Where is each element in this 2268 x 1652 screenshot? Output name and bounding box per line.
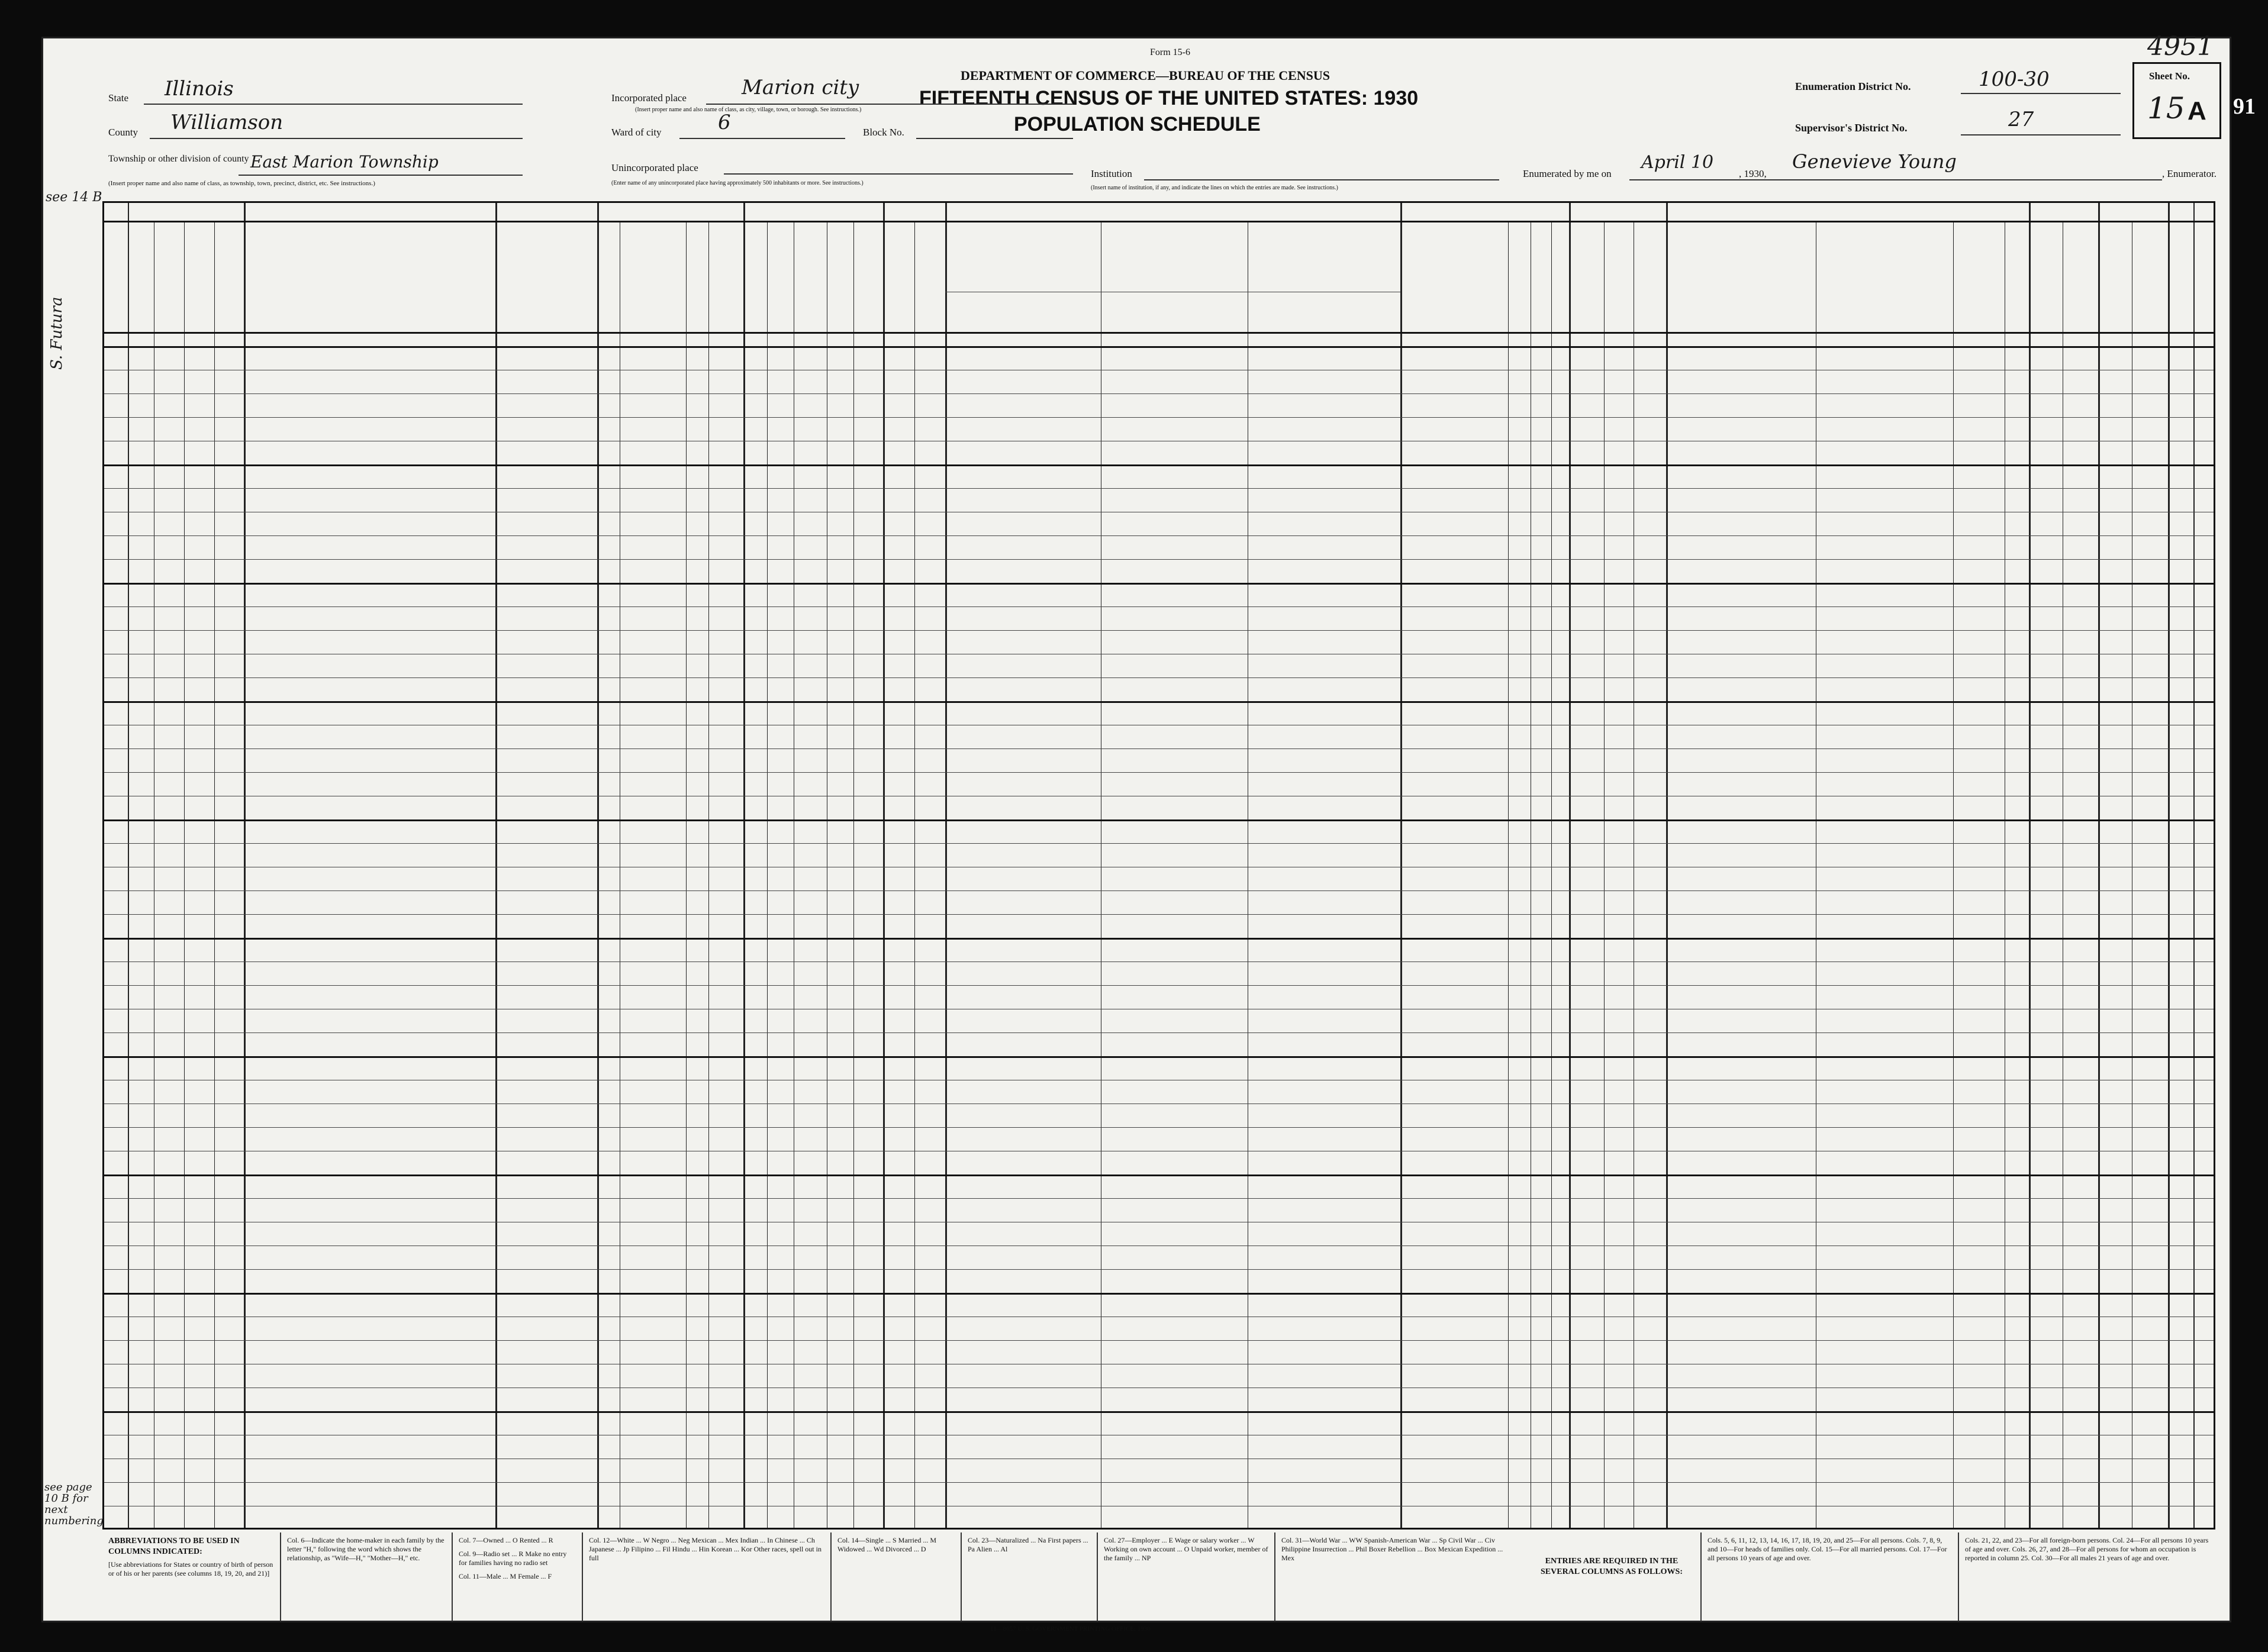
uninc-hint: (Enter name of any unincorporated place having approximately 500 inhabitants or more. See instructions.)	[611, 180, 864, 186]
printer-line: 11—8657 U. S. GOVERNMENT PRINTING OFFICE: 1930	[990, 1625, 1151, 1632]
grid-line	[104, 914, 2214, 915]
sheet-footer	[102, 1532, 2215, 1632]
abbr-col14: Col. 14—Single ... S Married ... M Widowed ... Wd Divorced ... D	[830, 1532, 961, 1621]
grid-line	[104, 1411, 2214, 1413]
sheet-label: Sheet No.	[2149, 70, 2190, 82]
grid-line	[104, 1175, 2214, 1176]
column-header	[214, 224, 244, 330]
grid-line	[104, 985, 2214, 986]
grid-line	[104, 535, 2214, 536]
column-header	[1400, 224, 1508, 330]
column-header	[743, 224, 767, 330]
column-header	[853, 224, 884, 330]
institution-hint: (Insert name of institution, if any, and indicate the lines on which the entries are made. See instructions.)	[1091, 185, 1338, 191]
column-header	[1604, 224, 1634, 330]
column-header	[2168, 224, 2193, 330]
column-header	[794, 224, 827, 330]
grid-line	[244, 203, 246, 1528]
grid-line	[104, 1269, 2214, 1270]
ward-label: Ward of city	[611, 127, 662, 138]
column-header	[1666, 224, 1816, 330]
enum-date: April 10	[1641, 152, 1714, 173]
column-header	[154, 224, 184, 330]
column-header	[2005, 224, 2028, 330]
sheet-number: 15	[2147, 91, 2185, 125]
grid-line	[104, 346, 2214, 348]
column-header	[827, 224, 853, 330]
corner-mark: 4951	[2147, 31, 2214, 62]
grid-line	[104, 630, 2214, 631]
ed-value: 100-30	[1979, 67, 2050, 91]
grid-line	[104, 890, 2214, 891]
ed-label: Enumeration District No.	[1795, 80, 1911, 92]
enumerator-name: Genevieve Young	[1792, 150, 1957, 173]
abbr-col11: Col. 11—Male ... M Female ... F	[459, 1572, 552, 1580]
grid-line	[104, 961, 2214, 962]
grid-line	[104, 701, 2214, 703]
county-label: County	[108, 127, 138, 138]
ward-value: 6	[718, 111, 731, 134]
uninc-label: Unincorporated place	[611, 162, 698, 173]
margin-note-1: S. Futura	[48, 296, 66, 370]
enum-year: , 1930,	[1739, 168, 1767, 179]
place-hint: (Insert proper name and also name of class, as city, village, town, or borough. See instructions.)	[635, 107, 862, 113]
column-header	[1569, 224, 1604, 330]
grid-line	[2098, 203, 2100, 1528]
column-header	[128, 224, 154, 330]
form-title: FIFTEENTH CENSUS OF THE UNITED STATES: 1930	[919, 87, 1419, 109]
grid-line	[2029, 203, 2031, 1528]
grid-line	[104, 583, 2214, 585]
column-header	[945, 296, 1101, 326]
abbr-title: ABBREVIATIONS TO BE USED IN COLUMNS INDICATED:	[108, 1537, 240, 1556]
grid-line	[743, 203, 745, 1528]
abbr-col27: Col. 27—Employer ... E Wage or salary worker ... W Working on own account ... O Unpaid worker, member of the family ... NP	[1097, 1532, 1274, 1621]
grid-line	[104, 221, 2214, 222]
county-value: Williamson	[170, 111, 284, 134]
abbr-col31: Col. 31—World War ... WW Spanish-American War ... Sp Civil War ... Civ Philippine Insurrection ... Phil Boxer Rebellion ... Box Mexican Expedition ... Mex	[1274, 1532, 1523, 1621]
abbr-note: [Use abbreviations for States or country of birth of person or of his or her parents (see columns 18, 19, 20, and 21)]	[108, 1560, 273, 1577]
page-number: 91	[2233, 94, 2256, 119]
grid-line	[104, 1340, 2214, 1341]
place-value: Marion city	[742, 76, 859, 99]
grid-line	[2193, 203, 2195, 1528]
column-header	[2029, 224, 2063, 330]
abbr-col23: Col. 23—Naturalized ... Na First papers ... Pa Alien ... Al	[961, 1532, 1097, 1621]
grid-line	[495, 203, 497, 1528]
state-label: State	[108, 92, 128, 104]
form-subtitle: POPULATION SCHEDULE	[1014, 113, 1261, 135]
abbr-col9: Col. 9—Radio set ... R Make no entry for families having no radio set	[459, 1550, 567, 1567]
state-value: Illinois	[165, 77, 234, 101]
column-header	[184, 224, 214, 330]
grid-line	[2168, 203, 2170, 1528]
margin-note-2: see 14 B	[46, 190, 102, 205]
margin-note-3: see page 10 B for next numbering	[44, 1481, 104, 1527]
sd-label: Supervisor's District No.	[1795, 122, 1908, 134]
grid-line	[104, 1198, 2214, 1199]
grid-line	[128, 203, 129, 1528]
column-header	[620, 224, 685, 330]
column-header	[495, 224, 597, 330]
sheet-side: A	[2188, 96, 2206, 125]
column-header	[2063, 224, 2099, 330]
abbr-col7: Col. 7—Owned ... O Rented ... R	[459, 1536, 553, 1544]
grid-line	[104, 772, 2214, 773]
column-header	[2098, 224, 2132, 330]
enum-label: Enumerated by me on	[1523, 168, 1612, 179]
grid-line	[104, 488, 2214, 489]
column-header	[1248, 296, 1400, 326]
column-header	[1551, 224, 1569, 330]
sheet-header	[43, 31, 2256, 198]
grid-line	[104, 843, 2214, 844]
grid-line	[104, 1032, 2214, 1033]
grid-line	[1666, 203, 1668, 1528]
column-header	[767, 224, 793, 330]
abbr-col6: Col. 6—Indicate the home-maker in each family by the letter "H," following the word which shows the relationship, as "Wife—H," "Mother—H," etc.	[280, 1532, 452, 1621]
place-label: Incorporated place	[611, 92, 687, 104]
block-label: Block No.	[863, 127, 904, 138]
column-header	[2132, 224, 2168, 330]
grid-line	[104, 1293, 2214, 1295]
column-header	[597, 224, 620, 330]
grid-line	[104, 1482, 2214, 1483]
township-label: Township or other division of county	[108, 154, 249, 164]
sheet-number-box	[2132, 62, 2221, 139]
department: DEPARTMENT OF COMMERCE—BUREAU OF THE CENSUS	[961, 68, 1330, 83]
sd-value: 27	[2008, 108, 2034, 131]
column-header	[244, 224, 495, 330]
census-sheet	[41, 31, 2256, 1632]
grid-line	[104, 1127, 2214, 1128]
column-header	[708, 224, 743, 330]
grid-line	[104, 332, 2214, 334]
grid-line	[104, 677, 2214, 678]
institution-label: Institution	[1091, 168, 1132, 179]
column-header	[686, 224, 708, 330]
grid-line	[104, 748, 2214, 749]
entries-title: ENTRIES ARE REQUIRED IN THE SEVERAL COLUMNS AS FOLLOWS:	[1541, 1557, 1683, 1576]
column-header	[1816, 224, 1954, 330]
township-value: East Marion Township	[250, 152, 439, 172]
grid-line	[104, 606, 2214, 607]
column-header	[1953, 224, 2005, 330]
entries-cols: Cols. 5, 6, 11, 12, 13, 14, 16, 17, 18, 19, 20, and 25—For all persons. Cols. 7, 8, 9, and 10—For heads of families only. Col. 15—For all married persons. Col. 17—For all persons 10 years of age and over.	[1700, 1532, 1958, 1621]
grid-line	[945, 203, 947, 1528]
grid-line	[104, 417, 2214, 418]
grid-line	[1400, 203, 1402, 1528]
column-header	[883, 224, 914, 330]
township-hint: (Insert proper name and also name of class, as township, town, precinct, district, etc. See instructions.)	[108, 180, 375, 187]
enumerator-label: , Enumerator.	[2162, 168, 2217, 179]
grid-line	[104, 1056, 2214, 1058]
column-header	[1531, 224, 1551, 330]
grid-line	[597, 203, 599, 1528]
grid-line	[104, 938, 2214, 940]
column-header	[1101, 296, 1248, 326]
grid-line	[104, 559, 2214, 560]
abbr-col12: Col. 12—White ... W Negro ... Neg Mexican ... Mex Indian ... In Chinese ... Ch Japanese ... Jp Filipino ... Fil Hindu ... Hin Korean ... Kor Other races, spell out in full	[582, 1532, 830, 1621]
grid-line	[1569, 203, 1571, 1528]
grid-line	[104, 393, 2214, 394]
population-table	[102, 201, 2215, 1530]
entries-cols2: Cols. 21, 22, and 23—For all foreign-born persons. Col. 24—For all persons 10 years of age and over. Cols. 26, 27, and 28—For all persons for whom an occupation is reported in column 25. Col. 30—For all males 21 years of age and over.	[1958, 1532, 2215, 1621]
grid-line	[883, 203, 885, 1528]
column-header	[1634, 224, 1666, 330]
grid-line	[104, 819, 2214, 821]
grid-line	[104, 464, 2214, 466]
column-header	[914, 224, 946, 330]
column-header	[1508, 224, 1531, 330]
form-number: Form 15-6	[1150, 47, 1190, 57]
